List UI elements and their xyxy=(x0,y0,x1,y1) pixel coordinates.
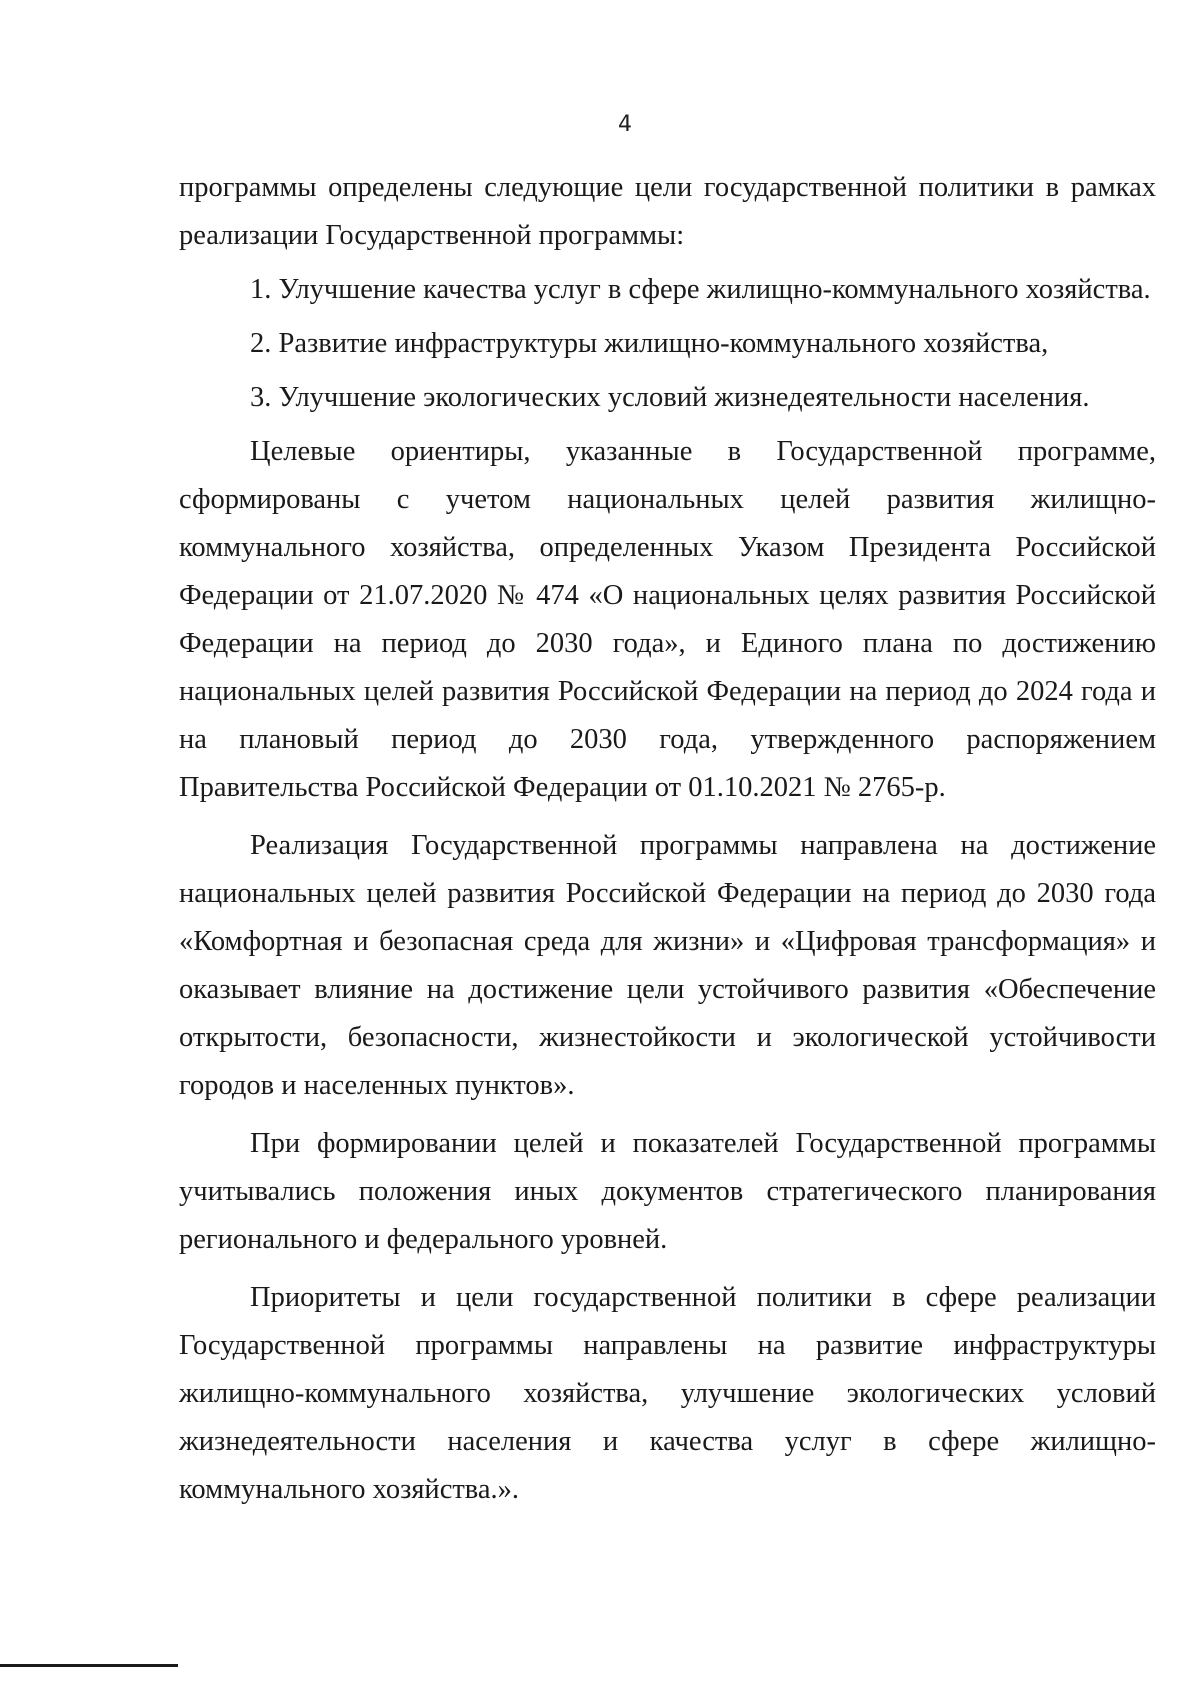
paragraph-goal-1: 1. Улучшение качества услуг в сфере жилищно-коммунального хозяйства. xyxy=(250,274,1151,305)
paragraph-program-implementation: Реализация Государственной программы направлена на достижение национальных целей развития Российской Федерации на период до 2030 года «Комфортная и безопасная среда для жизни» и «Цифровая трансформация» и оказывает влияние на достижение цели устойчивого развития «Обеспечение открытости, безопасности, жизнестойкости и экологической устойчивости городов и населенных пунктов». xyxy=(179,830,1156,1101)
paragraph-priorities: Приоритеты и цели государственной политики в сфере реализации Государственной программы направлены на развитие инфраструктуры жилищно-коммунального хозяйства, улучшение экологических условий жизнедеятельности населения и качества услуг в сфере жилищно-коммунального хозяйства.». xyxy=(179,1282,1156,1505)
paragraph-target-guidelines: Целевые ориентиры, указанные в Государственной программе, сформированы с учетом национальных целей развития жилищно-коммунального хозяйства, определенных Указом Президента Российской Федерации от 21.07.2020 № 474 «О национальных целях развития Российской Федерации на период до 2030 года», и Единого плана по достижению национальных целей развития Российской Федерации на период до 2024 года и на плановый период до 2030 года, утвержденного распоряжением Правительства Российской Федерации от 01.10.2021 № 2765-р. xyxy=(179,436,1156,803)
footnote-separator xyxy=(0,1664,178,1667)
page-number: 4 xyxy=(618,112,632,137)
paragraph-goals-intro: программы определены следующие цели государственной политики в рамках реализации Государственной программы: xyxy=(179,172,1156,251)
paragraph-goal-3: 3. Улучшение экологических условий жизнедеятельности населения. xyxy=(250,382,1090,413)
paragraph-goals-formation: При формировании целей и показателей Государственной программы учитывались положения иных документов стратегического планирования регионального и федерального уровней. xyxy=(179,1128,1156,1255)
paragraph-goal-2: 2. Развитие инфраструктуры жилищно-коммунального хозяйства, xyxy=(250,328,1049,359)
document-body xyxy=(179,164,1156,1514)
